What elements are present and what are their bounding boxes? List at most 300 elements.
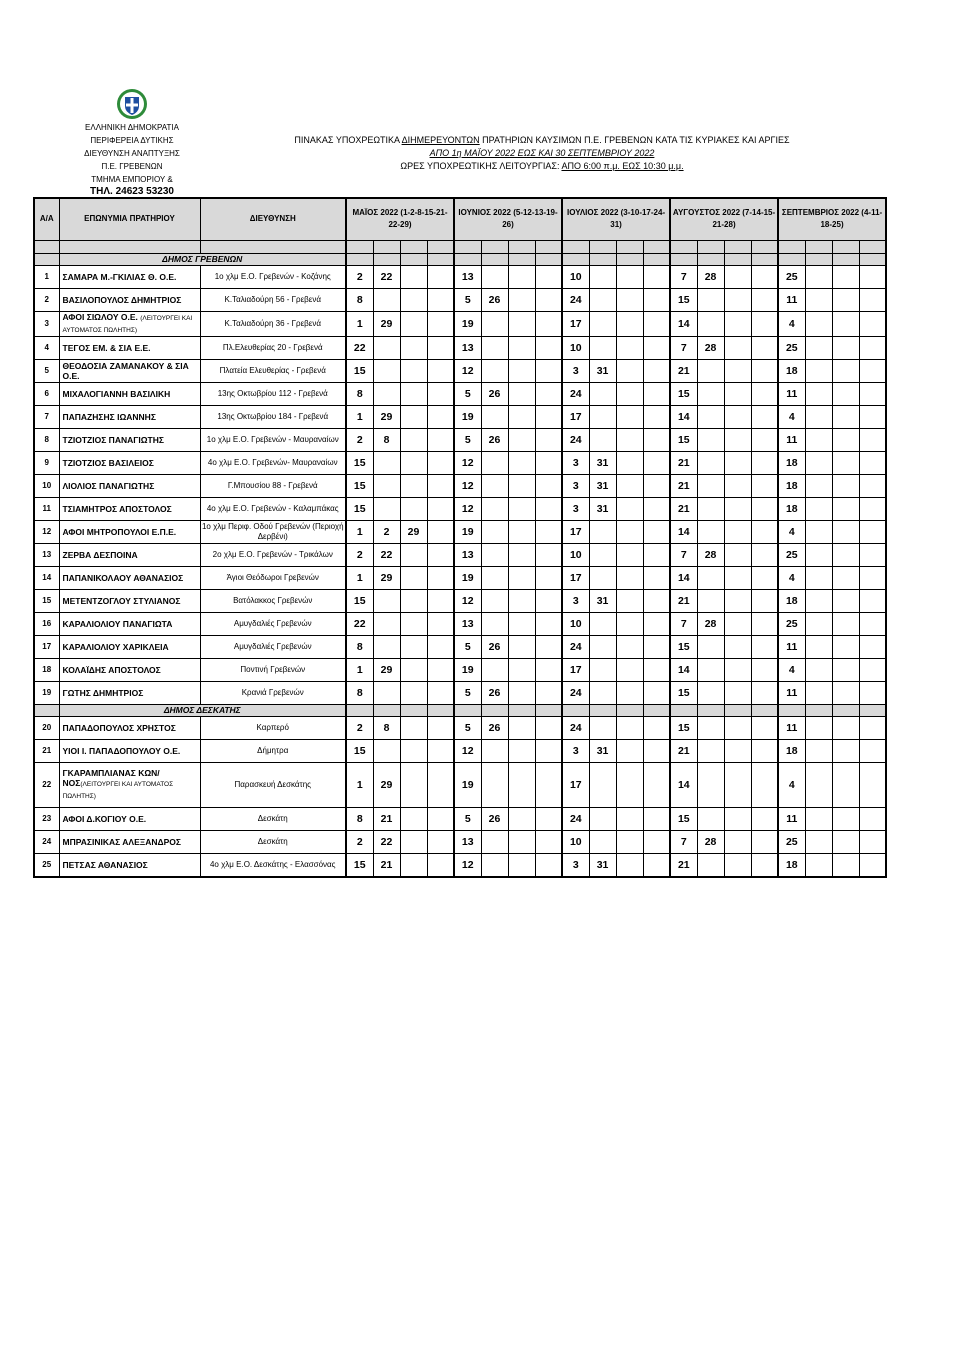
duty-day: 19 <box>454 658 481 681</box>
duty-day <box>859 451 886 474</box>
table-row <box>34 288 886 311</box>
station-address: Κρανιά Γρεβενών <box>200 681 346 704</box>
duty-day: 29 <box>373 762 400 807</box>
duty-day <box>724 336 751 359</box>
duty-day: 18 <box>778 451 805 474</box>
duty-day <box>643 543 670 566</box>
municipality-aa-cell <box>34 253 59 265</box>
duty-day: 22 <box>373 543 400 566</box>
duty-day <box>589 311 616 336</box>
station-address: Αμυγδαλιές Γρεβενών <box>200 635 346 658</box>
duty-day: 1 <box>346 311 373 336</box>
duty-day: 17 <box>562 762 589 807</box>
duty-day: 21 <box>670 497 697 520</box>
duty-day <box>508 681 535 704</box>
duty-day <box>859 336 886 359</box>
duty-day <box>616 405 643 428</box>
station-name <box>59 336 200 359</box>
duty-day: 12 <box>454 497 481 520</box>
duty-day <box>427 336 454 359</box>
duty-day: 31 <box>589 497 616 520</box>
org-line: ΠΕΡΙΦΕΡΕΙΑ ΔΥΤΙΚΗΣ <box>90 136 174 145</box>
duty-day <box>751 612 778 635</box>
municipality-day-cell <box>805 704 832 716</box>
duty-day <box>427 853 454 877</box>
col-header-may: ΜΑΪΟΣ 2022 (1-2-8-15-21-22-29) <box>346 198 454 240</box>
duty-day <box>589 543 616 566</box>
duty-day <box>373 589 400 612</box>
duty-day <box>643 681 670 704</box>
duty-day <box>481 497 508 520</box>
duty-day <box>481 474 508 497</box>
duty-day <box>481 359 508 382</box>
duty-day: 11 <box>778 382 805 405</box>
duty-day <box>481 739 508 762</box>
col-header-address: ΔΙΕΥΘΥΝΣΗ <box>200 198 346 240</box>
duty-day <box>508 428 535 451</box>
title-pre: ΠΙΝΑΚΑΣ ΥΠΟΧΡΕΩΤΙΚΑ <box>294 135 402 145</box>
duty-day <box>616 681 643 704</box>
station-address: 1ο χλμ Περιφ. Οδού Γρεβενών (Περιοχή Δερβένι) <box>200 520 346 543</box>
duty-day: 18 <box>778 497 805 520</box>
duty-day <box>400 311 427 336</box>
duty-day <box>832 311 859 336</box>
station-name <box>59 566 200 589</box>
duty-day <box>832 635 859 658</box>
duty-day <box>400 543 427 566</box>
duty-day <box>751 635 778 658</box>
municipality-day-cell <box>508 253 535 265</box>
duty-day <box>508 635 535 658</box>
duty-day <box>481 853 508 877</box>
duty-day <box>373 336 400 359</box>
duty-day <box>751 716 778 739</box>
table-row <box>34 716 886 739</box>
duty-day: 12 <box>454 853 481 877</box>
duty-day <box>724 612 751 635</box>
greek-coat-of-arms-icon <box>116 88 148 120</box>
duty-day <box>616 635 643 658</box>
duty-day: 11 <box>778 681 805 704</box>
duty-day <box>535 739 562 762</box>
table-row <box>34 853 886 877</box>
duty-day <box>724 405 751 428</box>
row-number: 12 <box>34 520 59 543</box>
duty-day <box>805 853 832 877</box>
duty-day <box>805 807 832 830</box>
duty-day <box>751 739 778 762</box>
duty-day <box>697 359 724 382</box>
duty-day <box>697 807 724 830</box>
title-post: ΠΡΑΤΗΡΙΩΝ ΚΑΥΣΙΜΩΝ Π.Ε. ΓΡΕΒΕΝΩΝ ΚΑΤΑ ΤΙΣ ΚΥΡΙΑΚΕΣ ΚΑΙ ΑΡΓΙΕΣ <box>479 135 790 145</box>
row-number: 18 <box>34 658 59 681</box>
duty-day <box>751 658 778 681</box>
period-line: ΑΠΟ 1η ΜΑΪΟΥ 2022 ΕΩΣ ΚΑΙ 30 ΣΕΠΤΕΜΒΡΙΟΥ 2022 <box>429 148 655 158</box>
duty-day <box>832 336 859 359</box>
duty-day: 26 <box>481 288 508 311</box>
duty-day: 31 <box>589 589 616 612</box>
duty-day <box>535 853 562 877</box>
duty-day: 28 <box>697 336 724 359</box>
duty-day <box>805 716 832 739</box>
duty-day: 5 <box>454 428 481 451</box>
duty-day: 18 <box>778 589 805 612</box>
duty-day: 22 <box>373 830 400 853</box>
duty-day <box>589 658 616 681</box>
station-address: Πλ.Ελευθερίας 20 - Γρεβενά <box>200 336 346 359</box>
duty-day: 15 <box>346 474 373 497</box>
document-title <box>232 134 852 147</box>
duty-day <box>832 497 859 520</box>
col-header-august: ΑΥΓΟΥΣΤΟΣ 2022 (7-14-15-21-28) <box>670 198 778 240</box>
station-name-text: ΚΑΡΑΛΙΟΛΙΟΥ ΧΑΡΙΚΛΕΙΑ <box>62 641 169 652</box>
duty-day: 12 <box>454 451 481 474</box>
duty-day <box>508 566 535 589</box>
row-number: 23 <box>34 807 59 830</box>
duty-day: 13 <box>454 543 481 566</box>
duty-day <box>616 830 643 853</box>
duty-day: 17 <box>562 520 589 543</box>
table-row <box>34 739 886 762</box>
duty-day <box>724 382 751 405</box>
duty-day: 3 <box>562 359 589 382</box>
duty-day <box>589 382 616 405</box>
station-name <box>59 520 200 543</box>
table-row <box>34 520 886 543</box>
duty-day <box>751 474 778 497</box>
duty-day <box>535 635 562 658</box>
duty-day <box>400 762 427 807</box>
duty-day <box>481 589 508 612</box>
duty-day: 10 <box>562 612 589 635</box>
duty-day <box>535 359 562 382</box>
duty-day <box>616 288 643 311</box>
duty-day <box>697 739 724 762</box>
station-address: Δήμητρα <box>200 739 346 762</box>
duty-day <box>643 589 670 612</box>
station-name-text: ΒΑΣΙΛΟΠΟΥΛΟΣ ΔΗΜΗΤΡΙΟΣ <box>62 294 182 305</box>
row-number: 3 <box>34 311 59 336</box>
duty-day <box>643 520 670 543</box>
duty-day <box>643 830 670 853</box>
org-line: ΤΜΗΜΑ ΕΜΠΟΡΙΟΥ & <box>91 175 173 184</box>
station-name <box>59 830 200 853</box>
station-name <box>59 612 200 635</box>
duty-day <box>832 288 859 311</box>
duty-day: 29 <box>373 658 400 681</box>
organization-header <box>62 88 202 197</box>
duty-day: 17 <box>562 566 589 589</box>
duty-day: 28 <box>697 543 724 566</box>
duty-day <box>616 520 643 543</box>
duty-day <box>751 497 778 520</box>
duty-day <box>643 451 670 474</box>
duty-day: 5 <box>454 807 481 830</box>
station-name-text: ΠΑΠΑΖΗΣΗΣ ΙΩΑΝΝΗΣ <box>62 411 156 422</box>
duty-day: 2 <box>373 520 400 543</box>
spacer-cell <box>697 240 724 253</box>
duty-day: 24 <box>562 382 589 405</box>
station-address: 1ο χλμ Ε.Ο. Γρεβενών - Κοζάνης <box>200 265 346 288</box>
municipality-day-cell <box>697 704 724 716</box>
spacer-cell <box>778 240 805 253</box>
duty-day: 10 <box>562 265 589 288</box>
duty-day: 21 <box>670 739 697 762</box>
municipality-day-cell <box>373 253 400 265</box>
duty-day <box>724 635 751 658</box>
municipality-day-cell <box>751 253 778 265</box>
duty-day: 10 <box>562 543 589 566</box>
duty-day <box>805 762 832 807</box>
duty-day <box>832 520 859 543</box>
duty-day: 21 <box>670 589 697 612</box>
municipality-day-cell <box>670 704 697 716</box>
duty-day: 15 <box>670 428 697 451</box>
duty-day <box>535 681 562 704</box>
duty-day <box>589 428 616 451</box>
spacer-cell <box>562 240 589 253</box>
duty-day: 7 <box>670 612 697 635</box>
duty-day <box>859 520 886 543</box>
station-address: Καρπερό <box>200 716 346 739</box>
duty-day <box>400 635 427 658</box>
duty-day <box>508 830 535 853</box>
duty-day <box>400 658 427 681</box>
duty-day <box>805 382 832 405</box>
duty-day <box>643 658 670 681</box>
duty-day <box>400 612 427 635</box>
duty-day <box>643 405 670 428</box>
duty-day <box>724 520 751 543</box>
duty-day <box>724 265 751 288</box>
duty-day: 19 <box>454 520 481 543</box>
duty-day <box>400 382 427 405</box>
duty-day <box>805 635 832 658</box>
duty-day <box>697 658 724 681</box>
duty-day <box>616 853 643 877</box>
duty-day <box>832 589 859 612</box>
duty-day <box>427 589 454 612</box>
duty-day <box>751 311 778 336</box>
duty-day: 26 <box>481 716 508 739</box>
municipality-day-cell <box>400 253 427 265</box>
duty-day <box>508 405 535 428</box>
duty-day <box>859 359 886 382</box>
duty-day: 28 <box>697 612 724 635</box>
duty-day: 14 <box>670 762 697 807</box>
duty-day <box>400 451 427 474</box>
duty-day <box>535 589 562 612</box>
duty-day <box>805 566 832 589</box>
duty-day <box>400 830 427 853</box>
duty-day <box>859 265 886 288</box>
row-number: 25 <box>34 853 59 877</box>
duty-day <box>751 405 778 428</box>
municipality-day-cell <box>724 704 751 716</box>
duty-day <box>859 382 886 405</box>
duty-day <box>535 451 562 474</box>
duty-day: 7 <box>670 336 697 359</box>
duty-day <box>508 589 535 612</box>
station-name-text: ΤΖΙΟΤΖΙΟΣ ΠΑΝΑΓΙΩΤΗΣ <box>62 434 164 445</box>
duty-day: 3 <box>562 589 589 612</box>
duty-day <box>643 288 670 311</box>
station-address: Αμυγδαλιές Γρεβενών <box>200 612 346 635</box>
station-name <box>59 807 200 830</box>
duty-day <box>508 497 535 520</box>
duty-day <box>751 807 778 830</box>
row-number: 21 <box>34 739 59 762</box>
station-name-text: ΘΕΟΔΟΣΙΑ ΖΑΜΑΝΑΚΟΥ & ΣΙΑ Ο.Ε. <box>62 360 189 381</box>
station-note: (ΛΕΙΤΟΥΡΓΕΙ ΚΑΙ ΑΥΤΟΜΑΤΟΣ ΠΩΛΗΤΗΣ) <box>62 314 193 334</box>
duty-day: 5 <box>454 635 481 658</box>
duty-day <box>805 359 832 382</box>
station-name-text: ΑΦΟΙ ΜΗΤΡΟΠΟΥΛΟΙ Ε.Π.Ε. <box>62 526 177 537</box>
row-number: 4 <box>34 336 59 359</box>
station-address: 4ο χλμ Ε.Ο. Γρεβενών - Καλαμπάκας <box>200 497 346 520</box>
duty-day <box>724 543 751 566</box>
duty-day <box>859 739 886 762</box>
duty-day: 15 <box>346 853 373 877</box>
duty-day <box>427 566 454 589</box>
municipality-day-cell <box>670 253 697 265</box>
duty-day <box>400 497 427 520</box>
municipality-day-cell <box>454 704 481 716</box>
municipality-day-cell <box>724 253 751 265</box>
table-row <box>34 359 886 382</box>
station-name <box>59 428 200 451</box>
duty-day <box>427 405 454 428</box>
duty-day <box>373 612 400 635</box>
station-name <box>59 311 200 336</box>
duty-day <box>427 762 454 807</box>
col-header-july: ΙΟΥΛΙΟΣ 2022 (3-10-17-24-31) <box>562 198 670 240</box>
duty-day <box>805 428 832 451</box>
row-number: 15 <box>34 589 59 612</box>
duty-day <box>427 497 454 520</box>
duty-day: 1 <box>346 658 373 681</box>
station-address: Ποντινή Γρεβενών <box>200 658 346 681</box>
duty-day: 25 <box>778 336 805 359</box>
duty-day <box>832 451 859 474</box>
row-number: 20 <box>34 716 59 739</box>
station-name-text: ΠΑΠΑΝΙΚΟΛΑΟΥ ΑΘΑΝΑΣΙΟΣ <box>62 572 184 583</box>
duty-day <box>643 853 670 877</box>
table-row <box>34 762 886 807</box>
duty-day <box>400 336 427 359</box>
row-number: 13 <box>34 543 59 566</box>
spacer-cell <box>427 240 454 253</box>
duty-day <box>508 451 535 474</box>
station-name-text: ΤΕΓΟΣ ΕΜ. & ΣΙΑ Ε.Ε. <box>62 342 151 353</box>
duty-day: 24 <box>562 288 589 311</box>
station-name <box>59 382 200 405</box>
duty-day <box>859 497 886 520</box>
duty-day: 11 <box>778 428 805 451</box>
col-header-name: ΕΠΩΝΥΜΙΑ ΠΡΑΤΗΡΙΟΥ <box>59 198 200 240</box>
org-line: ΕΛΛΗΝΙΚΗ ΔΗΜΟΚΡΑΤΙΑ <box>85 123 179 132</box>
duty-day <box>643 336 670 359</box>
duty-day <box>427 265 454 288</box>
duty-day: 15 <box>670 635 697 658</box>
municipality-day-cell <box>805 253 832 265</box>
duty-day <box>751 566 778 589</box>
duty-day: 10 <box>562 336 589 359</box>
schedule-table <box>33 197 887 878</box>
col-header-june: ΙΟΥΝΙΟΣ 2022 (5-12-13-19-26) <box>454 198 562 240</box>
hours-label: ΩΡΕΣ ΥΠΟΧΡΕΩΤΙΚΗΣ ΛΕΙΤΟΥΡΓΙΑΣ: <box>400 161 562 171</box>
duty-day: 5 <box>454 716 481 739</box>
duty-day <box>643 739 670 762</box>
duty-day <box>724 853 751 877</box>
spacer-cell <box>34 240 59 253</box>
duty-day <box>481 451 508 474</box>
duty-day <box>481 520 508 543</box>
duty-day: 4 <box>778 566 805 589</box>
duty-day <box>589 612 616 635</box>
duty-day <box>805 612 832 635</box>
station-name <box>59 716 200 739</box>
row-number: 11 <box>34 497 59 520</box>
table-row <box>34 681 886 704</box>
duty-day <box>400 265 427 288</box>
spacer-cell <box>400 240 427 253</box>
municipality-day-cell <box>589 253 616 265</box>
table-row <box>34 658 886 681</box>
station-name <box>59 405 200 428</box>
duty-day <box>805 336 832 359</box>
duty-day <box>535 807 562 830</box>
duty-day <box>859 543 886 566</box>
row-number: 2 <box>34 288 59 311</box>
duty-day: 28 <box>697 830 724 853</box>
duty-day <box>751 359 778 382</box>
duty-day: 18 <box>778 474 805 497</box>
duty-day <box>697 716 724 739</box>
duty-day <box>535 288 562 311</box>
row-number: 1 <box>34 265 59 288</box>
duty-day <box>400 474 427 497</box>
table-row <box>34 405 886 428</box>
duty-day <box>508 288 535 311</box>
row-number: 5 <box>34 359 59 382</box>
duty-day <box>427 311 454 336</box>
station-address: Βατόλακκος Γρεβενών <box>200 589 346 612</box>
duty-day <box>508 382 535 405</box>
duty-day <box>805 589 832 612</box>
duty-day <box>697 428 724 451</box>
duty-day <box>859 428 886 451</box>
duty-day: 4 <box>778 405 805 428</box>
spacer-cell <box>59 240 200 253</box>
duty-day <box>427 474 454 497</box>
duty-day <box>589 830 616 853</box>
duty-day <box>643 716 670 739</box>
duty-day <box>643 265 670 288</box>
row-number: 16 <box>34 612 59 635</box>
table-row <box>34 428 886 451</box>
duty-day: 26 <box>481 428 508 451</box>
spacer-cell <box>805 240 832 253</box>
spacer-cell <box>481 240 508 253</box>
duty-day <box>373 382 400 405</box>
duty-day: 11 <box>778 288 805 311</box>
duty-day <box>616 428 643 451</box>
duty-day: 5 <box>454 681 481 704</box>
duty-day <box>427 658 454 681</box>
duty-day <box>616 359 643 382</box>
row-number: 10 <box>34 474 59 497</box>
